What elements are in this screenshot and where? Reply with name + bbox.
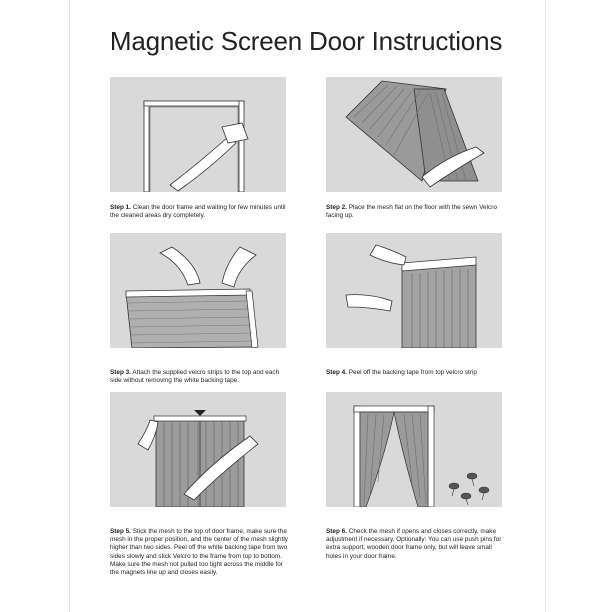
page-title: Magnetic Screen Door Instructions — [109, 26, 503, 56]
step-4-caption — [326, 369, 506, 377]
step-2-caption — [326, 204, 506, 220]
step-1-text: Clean the door frame and waiting for few minutes until the cleaned areas dry completely. — [110, 204, 286, 220]
step-3-illustration — [110, 233, 286, 348]
step-1-caption — [110, 204, 290, 220]
step-1-illustration — [110, 77, 286, 192]
step-5-text: Stick the mesh to the top of door frame, make sure the mesh in the proper position, and the center of the mesh slightly higher than two sides. Peel off the white backing tape from two sides slowly and stick Velcro to the frame from top to bottom. Make sure the mesh not pulled too tight across the middle for the magnets line up and closes easily. — [110, 528, 288, 577]
step-4-text: Peel off the backing tape from top velcro strip — [348, 369, 477, 376]
step-6-caption — [326, 528, 506, 561]
step-6-text: Check the mesh if opens and closes correctly, make adjustment if necessary. Optionally: You can use push pins for extra support, wooden door frame only, but will leave small holes in your door frame. — [326, 528, 502, 560]
step-5-label: Step 5. — [110, 528, 131, 535]
step-3-text: Attach the supplied velcro strips to the top and each side without removing the white backing tape. — [110, 369, 280, 385]
step-2-illustration — [326, 77, 502, 192]
step-2-text: Place the mesh flat on the floor with the sewn Velcro facing up. — [326, 204, 497, 220]
step-4-label: Step 4. — [326, 369, 347, 376]
step-4-illustration — [326, 233, 502, 348]
step-2-label: Step 2. — [326, 204, 347, 211]
step-5-caption — [110, 528, 290, 577]
step-6-illustration — [326, 392, 502, 507]
step-6-label: Step 6. — [326, 528, 347, 535]
step-3-caption — [110, 369, 290, 385]
step-3-label: Step 3. — [110, 369, 131, 376]
step-1-label: Step 1. — [110, 204, 131, 211]
step-5-illustration — [110, 392, 286, 507]
